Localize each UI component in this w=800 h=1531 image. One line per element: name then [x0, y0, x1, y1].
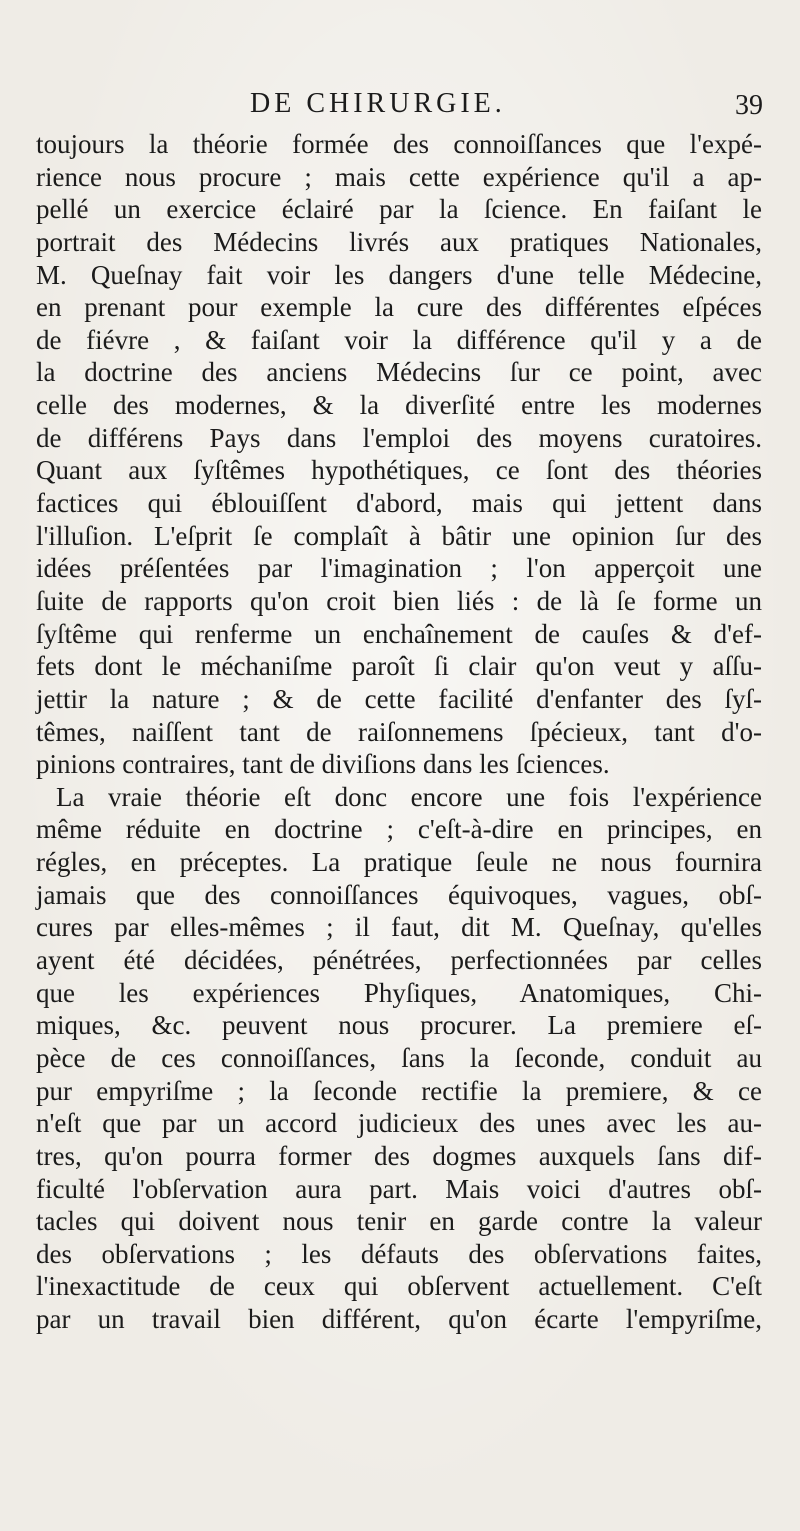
text-line: de différens Pays dans l'emploi des moyens curatoires. [36, 422, 762, 453]
text-line: jamais que des connoiſſances équivoques, vagues, obſ- [36, 879, 762, 910]
body-text [36, 128, 762, 1336]
text-line: en prenant pour exemple la cure des différentes eſpéces [36, 292, 762, 323]
text-line: cures par elles-mêmes ; il faut, dit M. Queſnay, qu'elles [36, 912, 762, 943]
text-line: pellé un exercice éclairé par la ſcience. En faiſant le [36, 194, 762, 225]
text-line: ayent été décidées, pénétrées, perfectionnées par celles [36, 945, 762, 976]
text-line: factices qui éblouiſſent d'abord, mais qui jettent dans [36, 488, 762, 519]
text-line: ficulté l'obſervation aura part. Mais voici d'autres obſ- [36, 1173, 762, 1204]
running-head: DE CHIRURGIE. [250, 88, 506, 119]
text-line: toujours la théorie formée des connoiſſances que l'expé- [36, 129, 762, 159]
text-line: tres, qu'on pourra former des dogmes auxquels ſans dif- [36, 1140, 762, 1171]
paragraph-start-line: La vraie théorie eſt donc encore une fois l'expérience [56, 781, 762, 812]
text-line: de fiévre , & faiſant voir la différence qu'il y a de [36, 324, 762, 355]
text-line: fets dont le méchaniſme paroît ſi clair qu'on veut y aſſu- [36, 651, 762, 682]
text-line: des obſervations ; les défauts des obſervations faites, [36, 1238, 762, 1269]
text-line: Quant aux ſyſtêmes hypothétiques, ce ſont des théories [36, 455, 762, 486]
text-line: régles, en préceptes. La pratique ſeule ne nous fournira [36, 847, 762, 878]
text-line: rience nous procure ; mais cette expérience qu'il a ap- [36, 161, 762, 192]
page-number: 39 [735, 90, 763, 121]
text-line: miques, &c. peuvent nous procurer. La premiere eſ- [36, 1010, 762, 1041]
text-line: celle des modernes, & la diverſité entre les modernes [36, 390, 762, 421]
text-line: n'eſt que par un accord judicieux des unes avec les au- [36, 1108, 762, 1139]
text-line: l'illuſion. L'eſprit ſe complaît à bâtir une opinion ſur des [36, 520, 762, 551]
text-line: la doctrine des anciens Médecins ſur ce point, avec [36, 357, 762, 388]
text-line: jettir la nature ; & de cette facilité d'enfanter des ſyſ- [36, 683, 762, 714]
text-line: que les expériences Phyſiques, Anatomiques, Chi- [36, 977, 762, 1008]
text-line: l'inexactitude de ceux qui obſervent actuellement. C'eſt [36, 1271, 762, 1302]
text-line: tacles qui doivent nous tenir en garde contre la valeur [36, 1206, 762, 1237]
text-line: M. Queſnay fait voir les dangers d'une telle Médecine, [36, 259, 762, 290]
text-line: portrait des Médecins livrés aux pratiques Nationales, [36, 226, 762, 257]
text-line: même réduite en doctrine ; c'eſt-à-dire en principes, en [36, 814, 762, 845]
text-line: têmes, naiſſent tant de raiſonnemens ſpécieux, tant d'o- [36, 716, 762, 747]
paragraph-end-line: pinions contraires, tant de diviſions dans les ſciences. [36, 749, 610, 780]
text-line: par un travail bien différent, qu'on écarte l'empyriſme, [36, 1304, 762, 1335]
text-line: pur empyriſme ; la ſeconde rectifie la premiere, & ce [36, 1075, 762, 1106]
text-line: ſuite de rapports qu'on croit bien liés : de là ſe forme un [36, 585, 762, 616]
text-line: ſyſtême qui renferme un enchaînement de cauſes & d'ef- [36, 618, 762, 649]
text-line: pèce de ces connoiſſances, ſans la ſeconde, conduit au [36, 1042, 762, 1073]
text-line: idées préſentées par l'imagination ; l'on apperçoit une [36, 553, 762, 584]
page-header [0, 88, 800, 128]
